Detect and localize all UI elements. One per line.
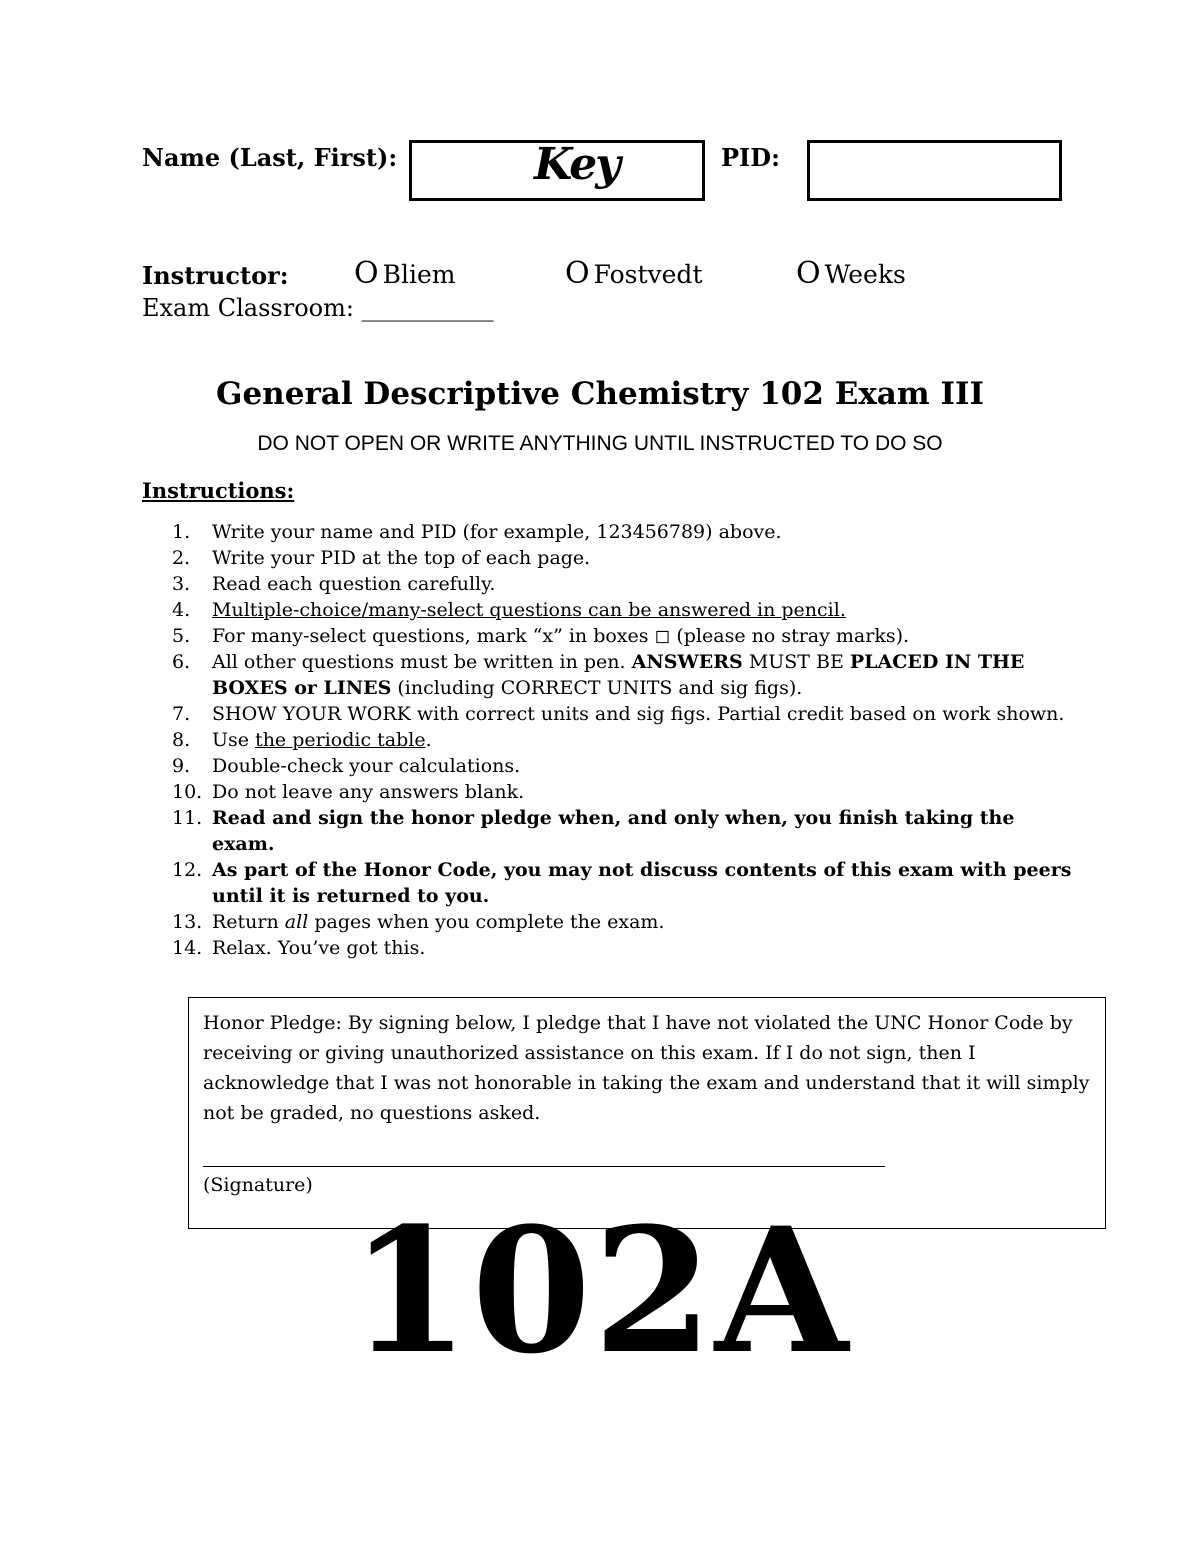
list-item: [172, 779, 1072, 805]
instructor-option-fostvedt[interactable]: [565, 256, 702, 291]
honor-pledge-text: Honor Pledge: By signing below, I pledge that I have not violated the UNC Honor Code by receiving or giving unauthorized assistance on this exam. If I do not sign, then I acknowledge that I was not honorable in taking the exam and understand that it will simply not be graded, no questions asked.: [203, 1012, 1090, 1124]
radio-circle-icon: O: [565, 256, 590, 291]
instructor-name: Weeks: [824, 260, 906, 289]
list-item: [172, 623, 1072, 649]
list-item: [172, 857, 1072, 909]
item-text: Use: [212, 729, 250, 751]
name-label: Name (Last, First):: [142, 143, 398, 172]
list-item: [172, 727, 1072, 753]
item-text-bold: As part of the Honor Code, you may not discuss contents of this exam with peers until it is returned to you.: [212, 859, 1072, 907]
item-text: For many-select questions, mark “x” in boxes ◻ (please no stray marks).: [212, 625, 910, 647]
item-text: Write your name and PID (for example, 123456789) above.: [212, 521, 782, 543]
list-item: [172, 571, 1072, 597]
item-number: 5.: [172, 625, 191, 647]
item-text: All other questions must be written in pen.: [212, 651, 626, 673]
item-number: 6.: [172, 651, 191, 673]
item-number: 2.: [172, 547, 191, 569]
item-text-bold: PLACED IN THE BOXES or LINES: [212, 651, 1025, 699]
item-number: 8.: [172, 729, 191, 751]
item-text: MUST BE: [748, 651, 844, 673]
item-text: SHOW YOUR WORK with correct units and sig figs. Partial credit based on work shown.: [212, 703, 1065, 725]
list-item: [172, 753, 1072, 779]
warning-text: DO NOT OPEN OR WRITE ANYTHING UNTIL INSTRUCTED TO DO SO: [257, 432, 943, 455]
item-number: 10.: [172, 781, 203, 803]
exam-title: General Descriptive Chemistry 102 Exam III: [215, 376, 984, 412]
list-item: [172, 909, 1072, 935]
list-item: [172, 649, 1072, 701]
list-item: [172, 545, 1072, 571]
exam-version-code: 102A: [349, 1189, 851, 1392]
periodic-table-link[interactable]: the periodic table: [255, 729, 426, 751]
pid-label: PID:: [721, 143, 780, 172]
item-text: Write your PID at the top of each page.: [212, 547, 591, 569]
instructor-label: Instructor:: [142, 261, 289, 290]
item-text: pages when you complete the exam.: [314, 911, 665, 933]
radio-circle-icon: O: [354, 256, 379, 291]
item-number: 7.: [172, 703, 191, 725]
item-number: 14.: [172, 937, 203, 959]
item-number: 1.: [172, 521, 191, 543]
instructor-name: Bliem: [382, 260, 456, 289]
item-text: Return: [212, 911, 279, 933]
item-number: 12.: [172, 859, 203, 881]
item-number: 4.: [172, 599, 191, 621]
item-text: Relax. You’ve got this.: [212, 937, 426, 959]
instructor-option-weeks[interactable]: [796, 256, 906, 291]
list-item: [172, 519, 1072, 545]
item-number: 3.: [172, 573, 191, 595]
item-text-bold: ANSWERS: [631, 651, 743, 673]
instructor-name: Fostvedt: [593, 260, 703, 289]
radio-circle-icon: O: [796, 256, 821, 291]
signature-line[interactable]: [203, 1166, 885, 1167]
item-text: .: [425, 729, 432, 751]
handwritten-name: Key: [534, 139, 619, 190]
item-text: Read each question carefully.: [212, 573, 496, 595]
signature-label: (Signature): [203, 1174, 313, 1196]
instructions-heading: Instructions:: [142, 478, 295, 503]
instructions-list: [172, 519, 1072, 961]
exam-classroom-field[interactable]: Exam Classroom: ___________: [142, 294, 494, 322]
list-item: [172, 805, 1072, 857]
list-item: [172, 597, 1072, 623]
item-text: (including CORRECT UNITS and sig figs).: [397, 677, 803, 699]
list-item: [172, 701, 1072, 727]
item-text: Do not leave any answers blank.: [212, 781, 525, 803]
item-text: Multiple-choice/many-select questions can be answered in pencil.: [212, 599, 846, 621]
item-number: 9.: [172, 755, 191, 777]
item-text-italic: all: [284, 911, 309, 933]
item-number: 11.: [172, 807, 203, 829]
pid-field[interactable]: [807, 140, 1062, 201]
item-text-bold: Read and sign the honor pledge when, and only when, you finish taking the exam.: [212, 807, 1015, 855]
item-text: Double-check your calculations.: [212, 755, 521, 777]
instructor-option-bliem[interactable]: [354, 256, 455, 291]
item-number: 13.: [172, 911, 203, 933]
name-field[interactable]: [409, 140, 705, 201]
list-item: [172, 935, 1072, 961]
